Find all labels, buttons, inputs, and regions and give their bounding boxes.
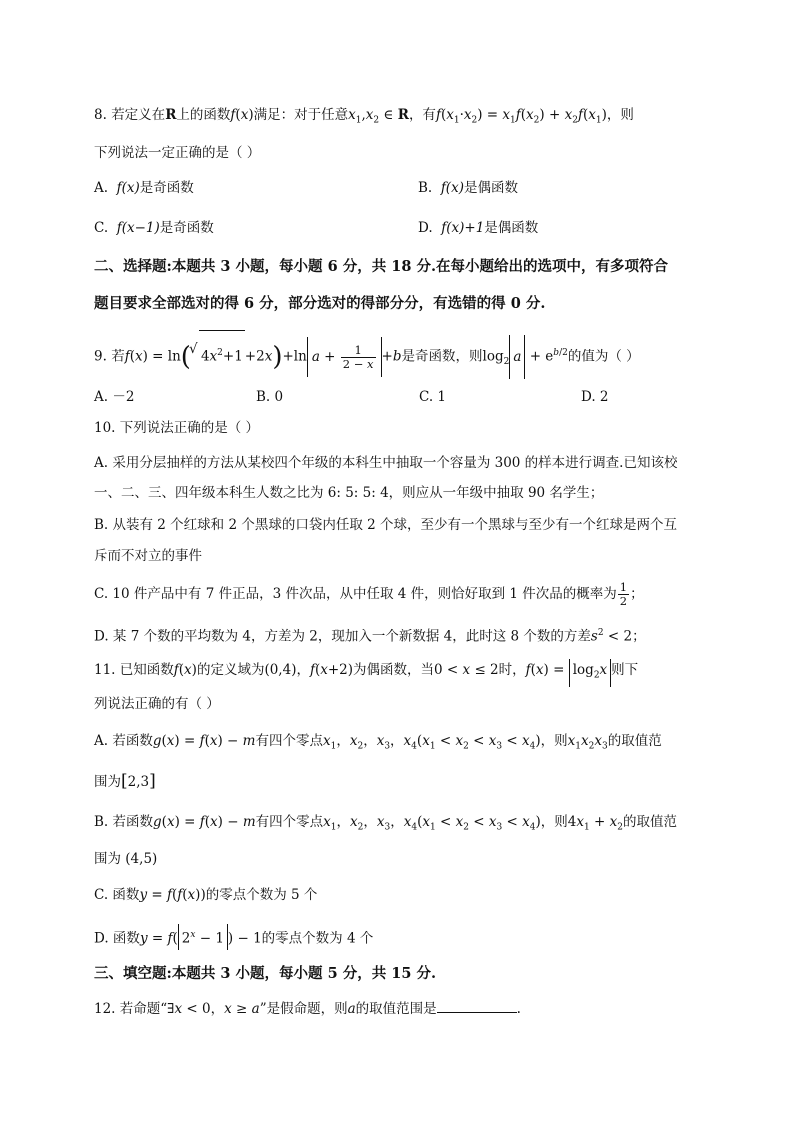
section3-heading: 三、填空题:本题共 3 小题，每小题 5 分，共 15 分.: [94, 965, 437, 982]
section2-heading-line2: 题目要求全部选对的得 6 分，部分选对的得部分分，有选错的得 0 分.: [94, 295, 546, 312]
q10-option-a-line1: A. 采用分层抽样的方法从某校四个年级的本科生中抽取一个容量为 300 的样本进行调查.已知该校: [94, 455, 678, 471]
q11-option-a-line2: 围为[2,3]: [94, 771, 156, 791]
q9-option-b: B. 0: [256, 389, 284, 405]
q12-answer-blank[interactable]: [437, 998, 517, 1013]
q10-option-a-line2: 一、二、三、四年级本科生人数之比为 6: 5: 5: 4，则应从一年级中抽取 90 名学生；: [94, 485, 604, 501]
q10-option-d: D. 某 7 个数的平均数为 4，方差为 2，现加入一个新数据 4，此时这 8 个数的方差$s^2 < 2$；: [94, 628, 646, 645]
q8-option-c: C. f(x−1)是奇函数: [94, 220, 214, 236]
q10-option-c: C. 10 件产品中有 7 件正品，3 件次品，从中任取 4 件，则恰好取到 1 件次品的概率为 $\frac{1}{2}$ ；: [94, 580, 644, 608]
q11-stem-line2: 列说法正确的有（ ）: [94, 696, 220, 712]
q8-option-a: A. f(x)是奇函数: [94, 180, 194, 196]
q11-option-c: C. 函数y = f(f(x))的零点个数为 5 个: [94, 887, 318, 903]
q11-stem-line1: 11. 已知函数f(x)的定义域为(0,4)，f(x+2)为偶函数，当0 < x ≤ 2时，$f(x) = \log_2x$ 则下: [94, 659, 700, 687]
q11-option-b-line2: 围为 (4,5): [94, 851, 158, 867]
q8-option-d: D. f(x)+1是偶函数: [418, 220, 539, 236]
section2-heading-line1: 二、选择题:本题共 3 小题，每小题 6 分，共 18 分.在每小题给出的选项中，有多项符合: [94, 258, 669, 275]
q10-stem: 10. 下列说法正确的是（ ）: [94, 420, 260, 436]
q11-option-a-line1: A. 若函数g(x) = f(x) − m有四个零点$x_1$，$x_2$，$x_3$，$x_4(x_1 < x_2 < x_3 < x_4)$，则$x_1x_2x_3$的取值范: [94, 733, 662, 752]
q11-option-b-line1: B. 若函数g(x) = f(x) − m有四个零点$x_1$，$x_2$，$x_3$，$x_4(x_1 < x_2 < x_3 < x_4)$，则$4x_1 + x_2$的取值范: [94, 814, 678, 833]
q9-option-d: D. 2: [581, 389, 609, 405]
q9-stem: 9. 若f(x) = ln(√ $4x^2+1 +2x)+\ln$ a + $\frac{1}{2 - x}$ +b是奇函数，则$\log_2 a + e^{b/2}$的值为（ ）: [94, 330, 700, 384]
q10-option-b-line1: B. 从装有 2 个红球和 2 个黑球的口袋内任取 2 个球，至少有一个黑球与至少有一个红球是两个互: [94, 517, 678, 533]
q8-stem-line2: 下列说法一定正确的是（ ）: [94, 145, 261, 161]
q10-option-b-line2: 斥而不对立的事件: [94, 548, 202, 564]
q8-option-b: B. f(x)是偶函数: [418, 180, 518, 196]
q11-option-d: D. 函数y = f( $2^x - 1$ ) − 1的零点个数为 4 个: [94, 924, 700, 950]
q12-stem: 12. 若命题“∃x < 0，x ≥ a”是假命题，则a的取值范围是 .: [94, 998, 700, 1020]
q9-option-a: A. －2: [94, 389, 135, 405]
q8-stem-line1: 8. 若定义在R上的函数f(x)满足：对于任意$x_1,x_2$ ∈ R，有$f(x_1\cdot x_2) = x_1f(x_2) + x_2f(x_1)$，则: [94, 107, 634, 126]
q9-option-c: C. 1: [419, 389, 447, 405]
